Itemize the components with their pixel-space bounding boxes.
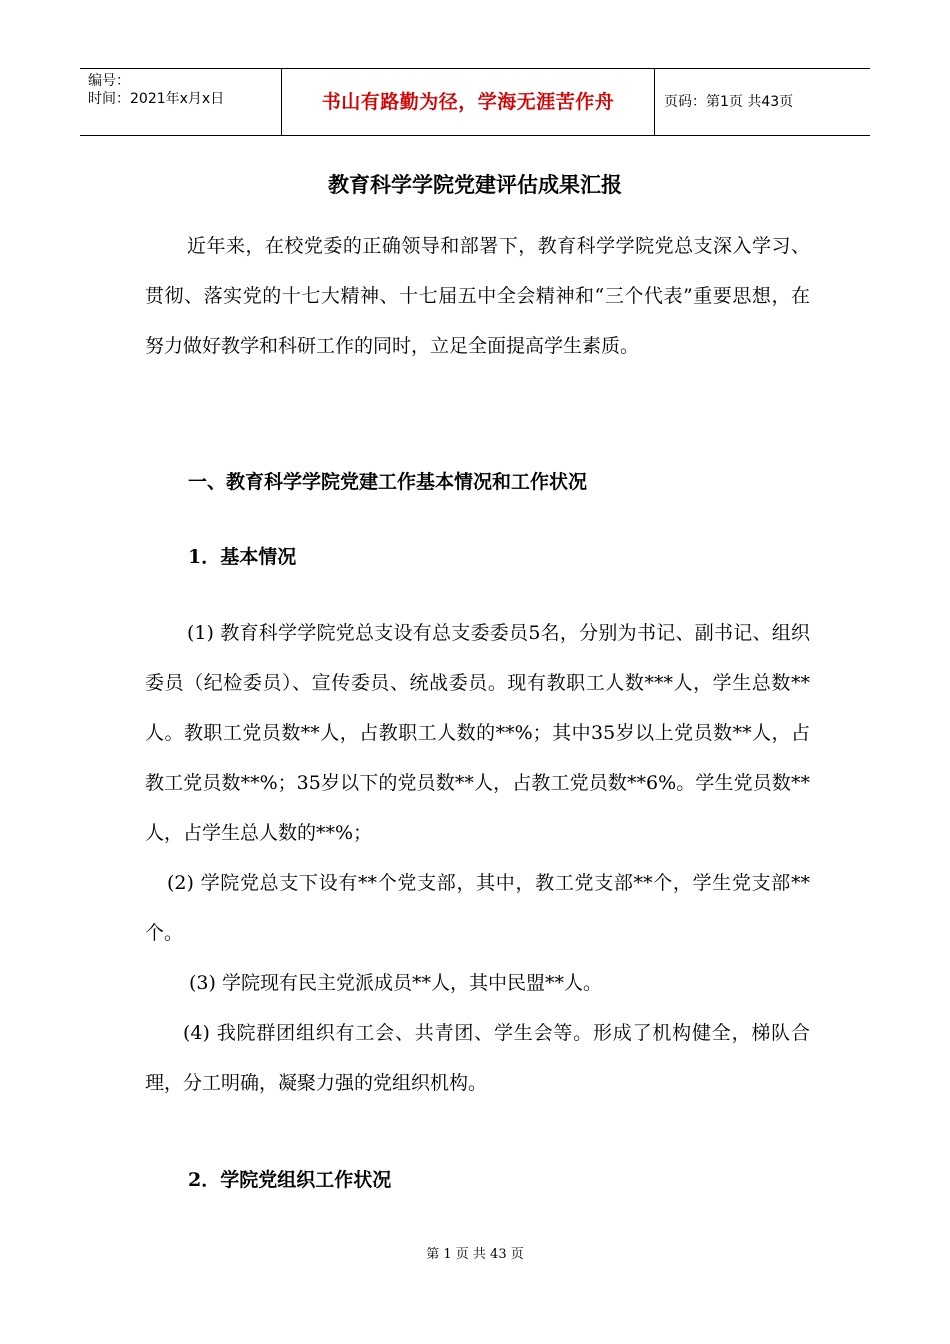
intro-paragraph: 近年来，在校党委的正确领导和部署下，教育科学学院党总支深入学习、贯彻、落实党的十七大精神、十七届五中全会精神和“三个代表”重要思想，在努力做好教学和科研工作的同时，立足全面提高学生素质。 [145,235,810,357]
subsection-heading-work: 2．学院党组织工作状况 [188,1169,392,1191]
document-header [80,68,870,136]
item-3-paragraph: (3) 学院现有民主党派成员**人，其中民盟**人。 [189,972,602,994]
date-label: 时间：2021年x月x日 [88,91,225,107]
subsection-heading-basic: 1．基本情况 [188,546,297,568]
header-meta [80,69,282,135]
page-footer: 第 1 页 共 43 页 [426,1247,524,1262]
item-4-paragraph: (4) 我院群团组织有工会、共青团、学生会等。形成了机构健全，梯队合理，分工明确，凝聚力强的党组织机构。 [145,1022,810,1094]
basic-info-block [145,608,810,1108]
serial-number-label: 编号： [88,73,130,89]
item-1-paragraph: (1) 教育科学学院党总支设有总支委委员5名，分别为书记、副书记、组织委员（纪检委员）、宣传委员、统战委员。现有教职工人数***人，学生总数**人。教职工党员数**人，占教职工人数的**%；其中35岁以上党员数**人，占教工党员数**%；35岁以下的党员数**人，占教工党员数**6%。学生党员数**人，占学生总人数的**%； [145,622,810,844]
section-heading-1: 一、教育科学学院党建工作基本情况和工作状况 [188,471,588,493]
header-motto: 书山有路勤为径，学海无涯苦作舟 [282,69,655,135]
item-2-paragraph: (2) 学院党总支下设有**个党支部，其中，教工党支部**个，学生党支部**个。 [145,872,810,944]
document-title: 教育科学学院党建评估成果汇报 [328,172,622,197]
intro-block [145,221,810,371]
header-page-info: 页码：第1页 共43页 [664,94,794,110]
